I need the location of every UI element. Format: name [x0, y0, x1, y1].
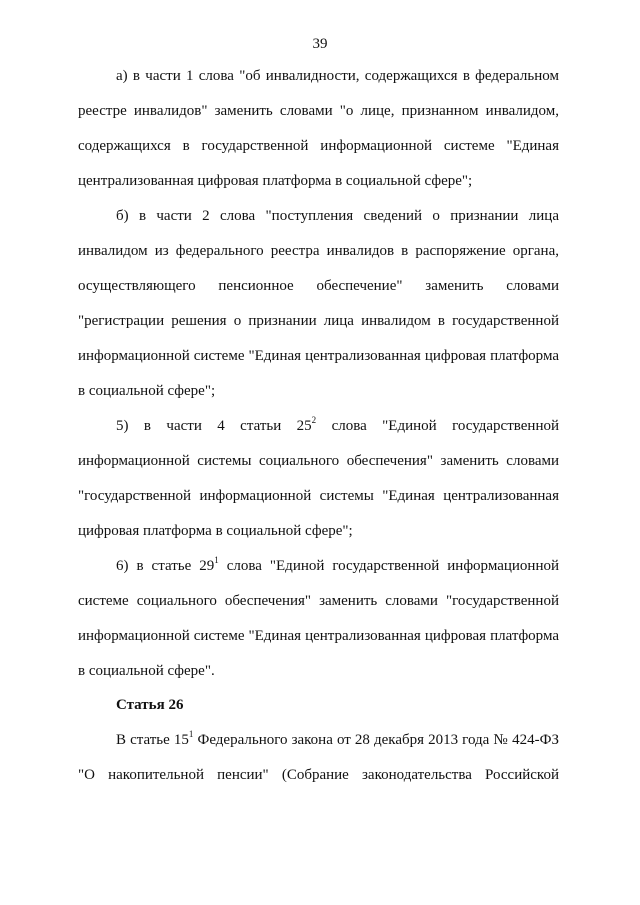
- text-line: б) в части 2 слова "поступления сведений о признании лица: [116, 208, 559, 224]
- article-heading: Статья 26: [116, 697, 184, 713]
- text-line: информационной системе "Единая централизованная цифровая платформа: [78, 348, 559, 364]
- text-line: содержащихся в государственной информационной системе "Единая: [78, 138, 559, 154]
- text-line: реестре инвалидов" заменить словами "о лице, признанном инвалидом,: [78, 103, 559, 119]
- text-segment: 6) в статье 29: [116, 558, 215, 574]
- text-segment: слова "Единой государственной: [316, 418, 559, 434]
- text-line: в социальной сфере".: [78, 663, 215, 679]
- text-line: а) в части 1 слова "об инвалидности, содержащихся в федеральном: [116, 68, 559, 84]
- text-line: информационной системе "Единая централизованная цифровая платформа: [78, 628, 559, 644]
- text-line: [116, 729, 559, 751]
- text-segment: В статье 15: [116, 732, 189, 748]
- superscript: 1: [188, 729, 194, 739]
- text-line: "О накопительной пенсии" (Собрание законодательства Российской: [78, 767, 559, 783]
- text-line: цифровая платформа в социальной сфере";: [78, 523, 353, 539]
- superscript: 1: [214, 555, 219, 565]
- text-line: "государственной информационной системы "Единая централизованная: [78, 488, 559, 504]
- text-line: осуществляющего пенсионное обеспечение" заменить словами: [78, 278, 559, 294]
- page-number: 39: [312, 36, 328, 52]
- text-line: "регистрации решения о признании лица инвалидом в государственной: [78, 313, 559, 329]
- text-segment: Федерального закона от 28 декабря 2013 года № 424-ФЗ: [193, 732, 559, 748]
- text-line: [116, 415, 559, 437]
- text-line: информационной системы социального обеспечения" заменить словами: [78, 453, 559, 469]
- text-segment: слова "Единой государственной информационной: [218, 558, 559, 574]
- text-line: системе социального обеспечения" заменить словами "государственной: [78, 593, 559, 609]
- text-line: инвалидом из федерального реестра инвалидов в распоряжение органа,: [78, 243, 559, 259]
- text-line: в социальной сфере";: [78, 383, 216, 399]
- text-line: [116, 555, 559, 577]
- superscript: 2: [311, 415, 317, 425]
- text-segment: 5) в части 4 статьи 25: [116, 418, 312, 434]
- text-line: централизованная цифровая платформа в социальной сфере";: [78, 173, 473, 189]
